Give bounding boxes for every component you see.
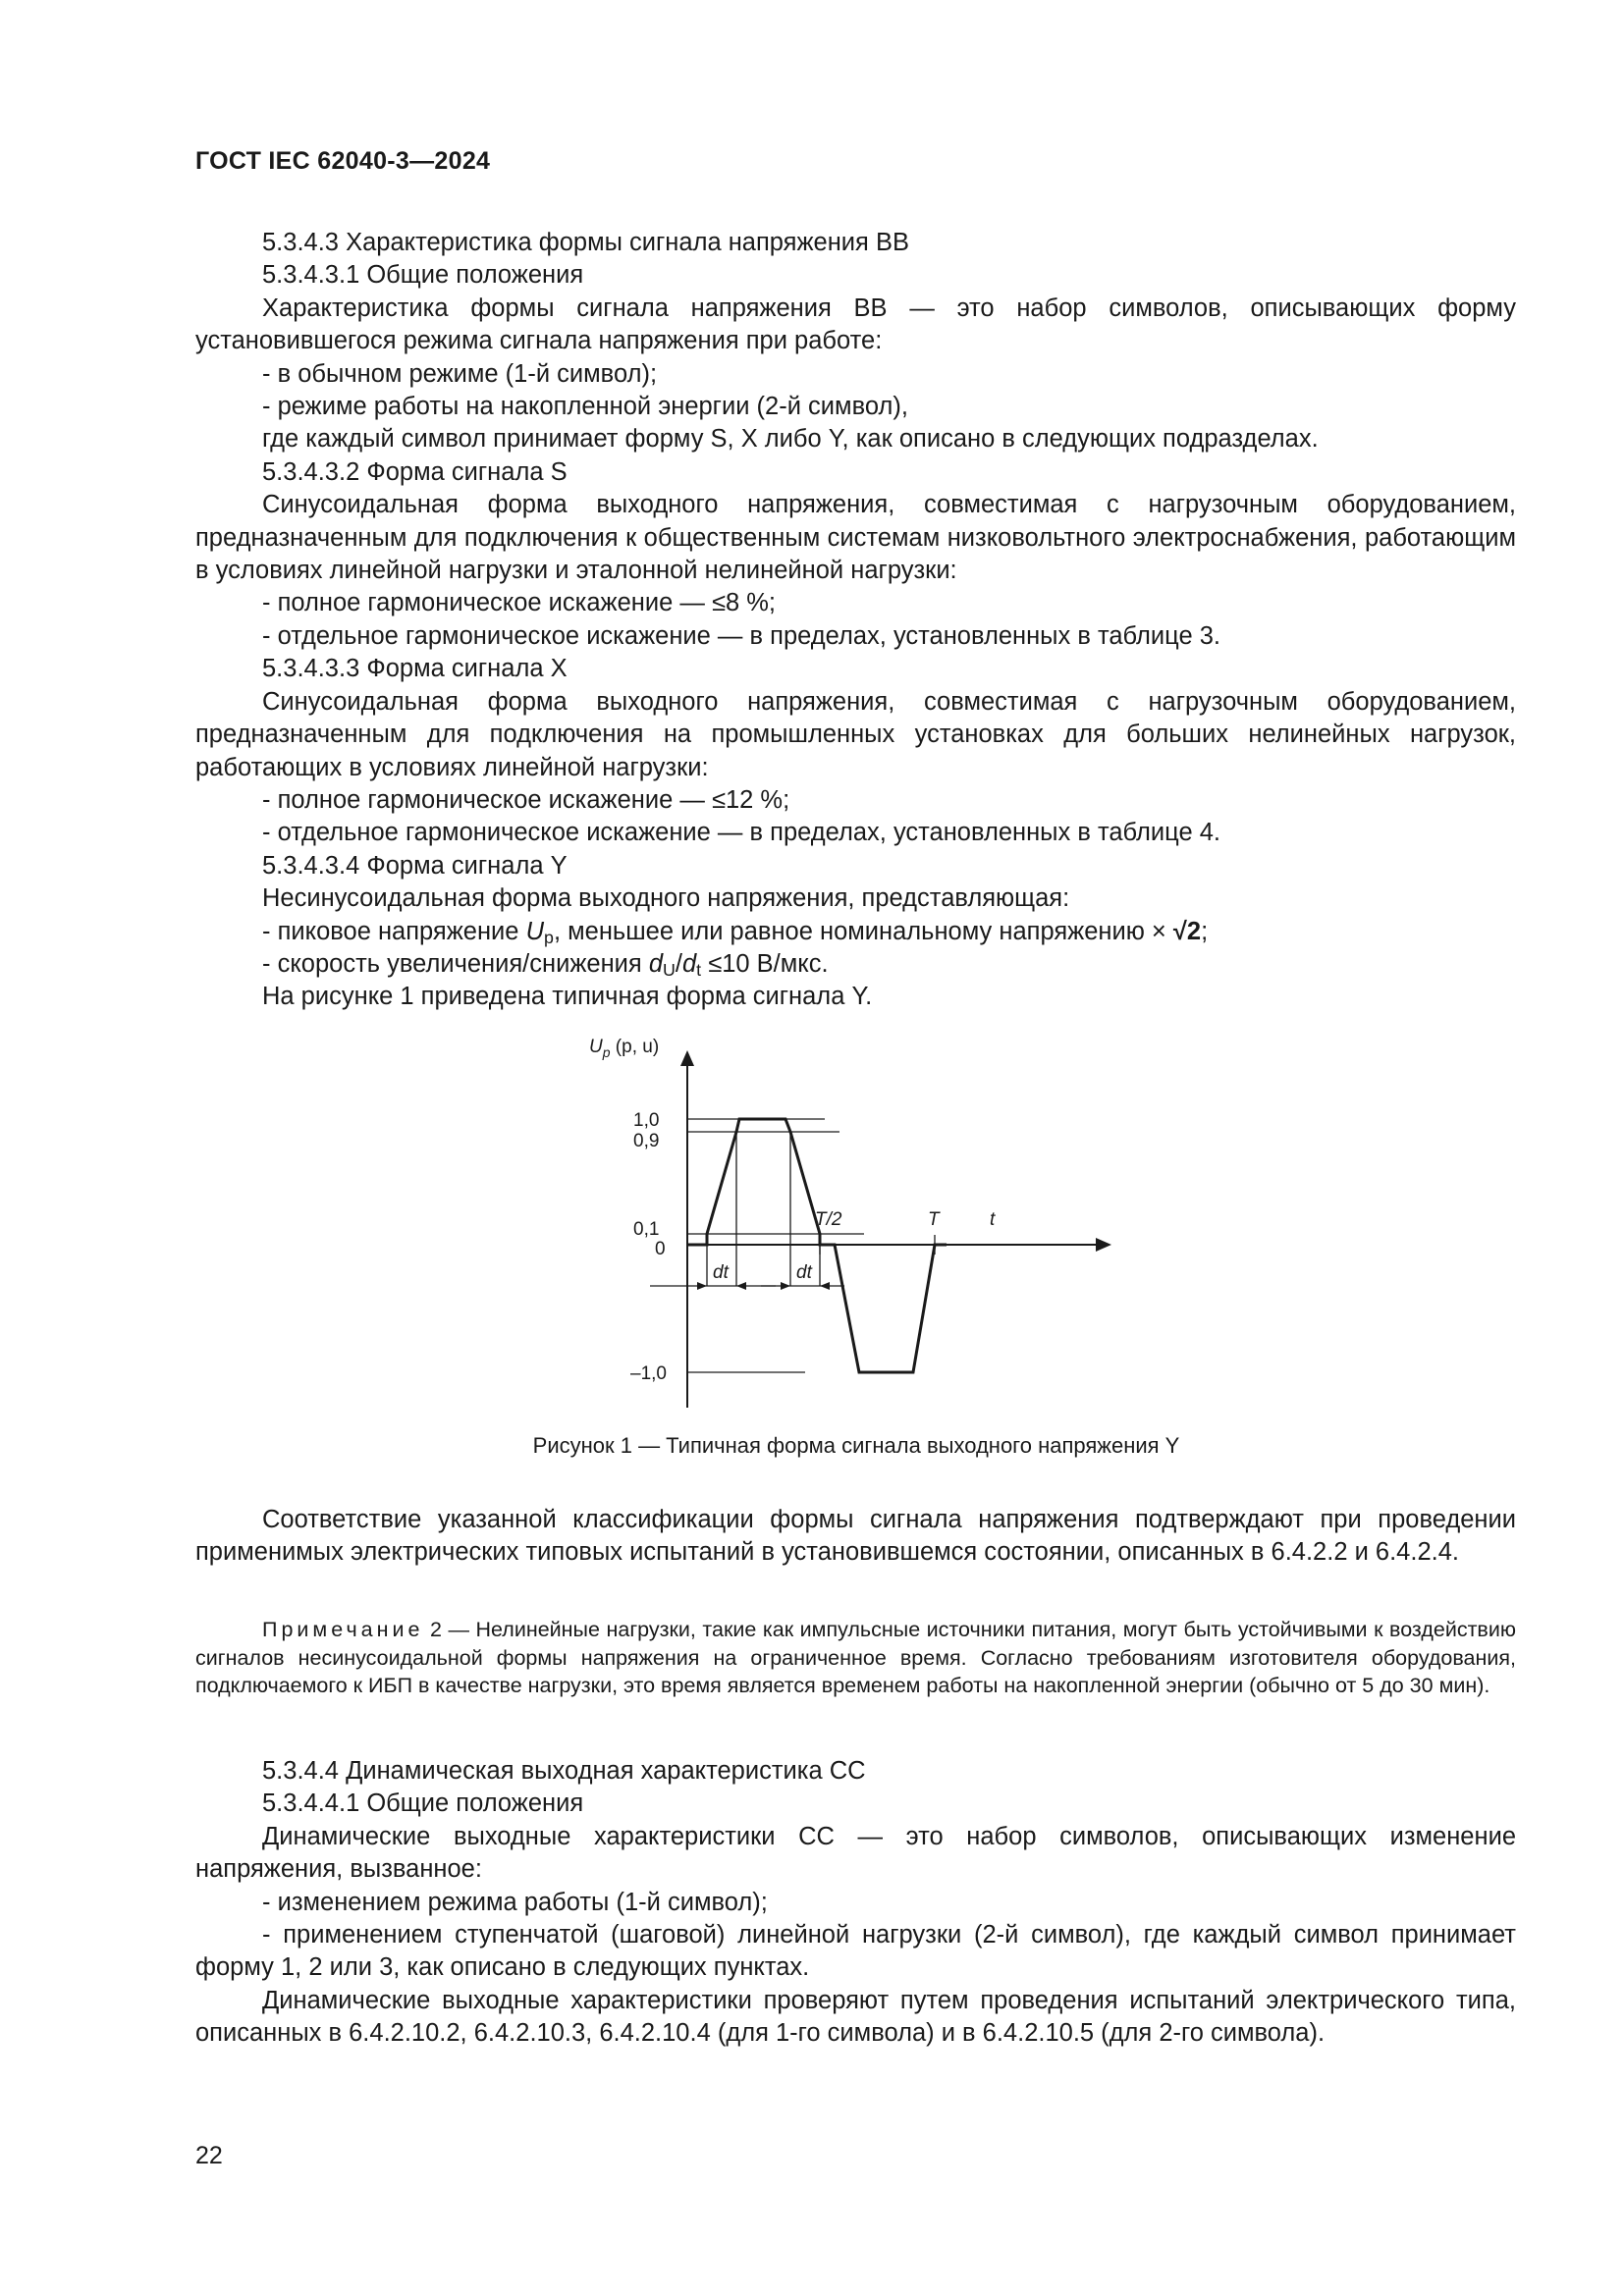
- page-number: 22: [195, 2142, 223, 2169]
- tick-label-1-0: 1,0: [633, 1110, 660, 1131]
- dt-arrowhead-2b: [820, 1282, 830, 1290]
- paragraph: Соответствие указанной классификации формы сигнала напряжения подтверждают при проведении применимых электрических типовых испытаний в установившемся состоянии, описанных в 6.4.2.2 и 6.4.2.4.: [195, 1506, 1516, 1567]
- text-after-figure: [195, 1504, 1516, 1570]
- paragraph: где каждый символ принимает форму S, X либо Y, как описано в следующих подразделах.: [262, 425, 1319, 454]
- section-heading-5-3-4-3-4: 5.3.4.3.4 Форма сигнала Y: [262, 851, 568, 880]
- section-5-3-4-4: [195, 1755, 1516, 2051]
- figure-caption: Рисунок 1 — Типичная форма сигнала выходного напряжения Y: [532, 1433, 1180, 1458]
- figure-waveform-y: [550, 1033, 1159, 1425]
- list-item: - изменением режима работы (1-й символ);: [262, 1888, 768, 1916]
- section-heading-5-3-4-3: 5.3.4.3 Характеристика формы сигнала напряжения ВВ: [262, 229, 909, 256]
- dt-arrowhead-2a: [781, 1282, 790, 1290]
- sqrt-symbol: √2: [1172, 917, 1202, 945]
- section-heading-5-3-4-4-1: 5.3.4.4.1 Общие положения: [262, 1789, 584, 1818]
- section-heading-5-3-4-3-2: 5.3.4.3.2 Форма сигнала S: [262, 457, 568, 486]
- paragraph: Несинусоидальная форма выходного напряжения, представляющая:: [262, 884, 1070, 913]
- note-label: Примечание: [262, 1618, 424, 1641]
- label-t-period: T: [928, 1209, 940, 1230]
- paragraph: Характеристика формы сигнала напряжения ВВ — это набор символов, описывающих форму установившегося режима сигнала напряжения при работе:: [195, 294, 1516, 355]
- paragraph: Динамические выходные характеристики СС — это набор символов, описывающих изменение напряжения, вызванное:: [195, 1822, 1516, 1884]
- list-item: - в обычном режиме (1-й символ);: [262, 359, 658, 388]
- tick-label-0: 0: [655, 1239, 666, 1259]
- tick-label-neg-1-0: –1,0: [630, 1363, 667, 1384]
- list-item: - отдельное гармоническое искажение — в пределах, установленных в таблице 3.: [262, 621, 1220, 650]
- document-header: [195, 147, 490, 176]
- tick-label-0-9: 0,9: [633, 1131, 660, 1151]
- list-item: - скорость увеличения/снижения $d_U/d_t \le 10$ В/мкс.: [262, 949, 829, 980]
- dt-arrowhead-1b: [736, 1282, 746, 1290]
- paragraph: Динамические выходные характеристики проверяют путем проведения испытаний электрического типа, описанных в 6.4.2.10.2, 6.4.2.10.3, 6.4.2.10.4 (для 1-го символа) и в 6.4.2.10.5 (для 2-го символа).: [195, 1986, 1516, 2048]
- section-heading-5-3-4-4: 5.3.4.4 Динамическая выходная характеристика СС: [262, 1757, 866, 1785]
- note-2: [195, 1616, 1516, 1700]
- list-item: - применением ступенчатой (шаговой) линейной нагрузки (2-й символ), где каждый символ принимает форму 1, 2 или 3, как описано в следующих пунктах.: [195, 1921, 1516, 1982]
- list-item: - режиме работы на накопленной энергии (2-й символ),: [262, 393, 908, 421]
- list-item: - пиковое напряжение $U_p$, меньшее или равное номинальному напряжению × √2;: [262, 917, 1209, 947]
- list-item: - отдельное гармоническое искажение — в пределах, установленных в таблице 4.: [262, 819, 1220, 847]
- list-item: - полное гармоническое искажение — ≤8 %;: [262, 589, 776, 617]
- tick-label-0-1: 0,1: [633, 1219, 660, 1240]
- section-heading-5-3-4-3-3: 5.3.4.3.3 Форма сигнала X: [262, 655, 568, 683]
- document-id: ГОСТ IEC 62040-3—2024: [195, 147, 491, 175]
- label-t-axis: t: [990, 1209, 996, 1230]
- waveform-diagram: [550, 1033, 1159, 1425]
- list-item: - полное гармоническое искажение — ≤12 %;: [262, 785, 790, 814]
- label-dt-fall: dt: [796, 1262, 812, 1283]
- label-dt-rise: dt: [713, 1262, 729, 1283]
- x-axis-arrow: [1096, 1238, 1111, 1252]
- main-text: [195, 227, 1516, 1014]
- paragraph: На рисунке 1 приведена типичная форма сигнала Y.: [262, 983, 873, 1011]
- section-heading-5-3-4-3-1: 5.3.4.3.1 Общие положения: [262, 261, 584, 290]
- y-axis-label: $U_p$ (p, u): [589, 1037, 660, 1060]
- paragraph: Синусоидальная форма выходного напряжения, совместимая с нагрузочным оборудованием, предназначенным для подключения на промышленных установках для больших нелинейных нагрузок, работающих в условиях линейной нагрузки:: [195, 687, 1516, 781]
- label-t-half: T/2: [815, 1209, 842, 1230]
- note-number: 2 —: [423, 1618, 476, 1641]
- dt-arrowhead-1a: [697, 1282, 707, 1290]
- y-axis-arrow: [680, 1050, 694, 1066]
- note-text: Нелинейные нагрузки, такие как импульсные источники питания, могут быть устойчивыми к воздействию сигналов несинусоидальной формы напряжения на ограниченное время. Согласно требованиям изготовителя оборудования, подключаемого к ИБП в качестве нагрузки, это время является временем работы на накопленной энергии (обычно от 5 до 30 мин).: [195, 1618, 1516, 1697]
- paragraph: Синусоидальная форма выходного напряжения, совместимая с нагрузочным оборудованием, предназначенным для подключения к общественным системам низковольтного электроснабжения, работающим в условиях линейной нагрузки и эталонной нелинейной нагрузки:: [195, 491, 1516, 585]
